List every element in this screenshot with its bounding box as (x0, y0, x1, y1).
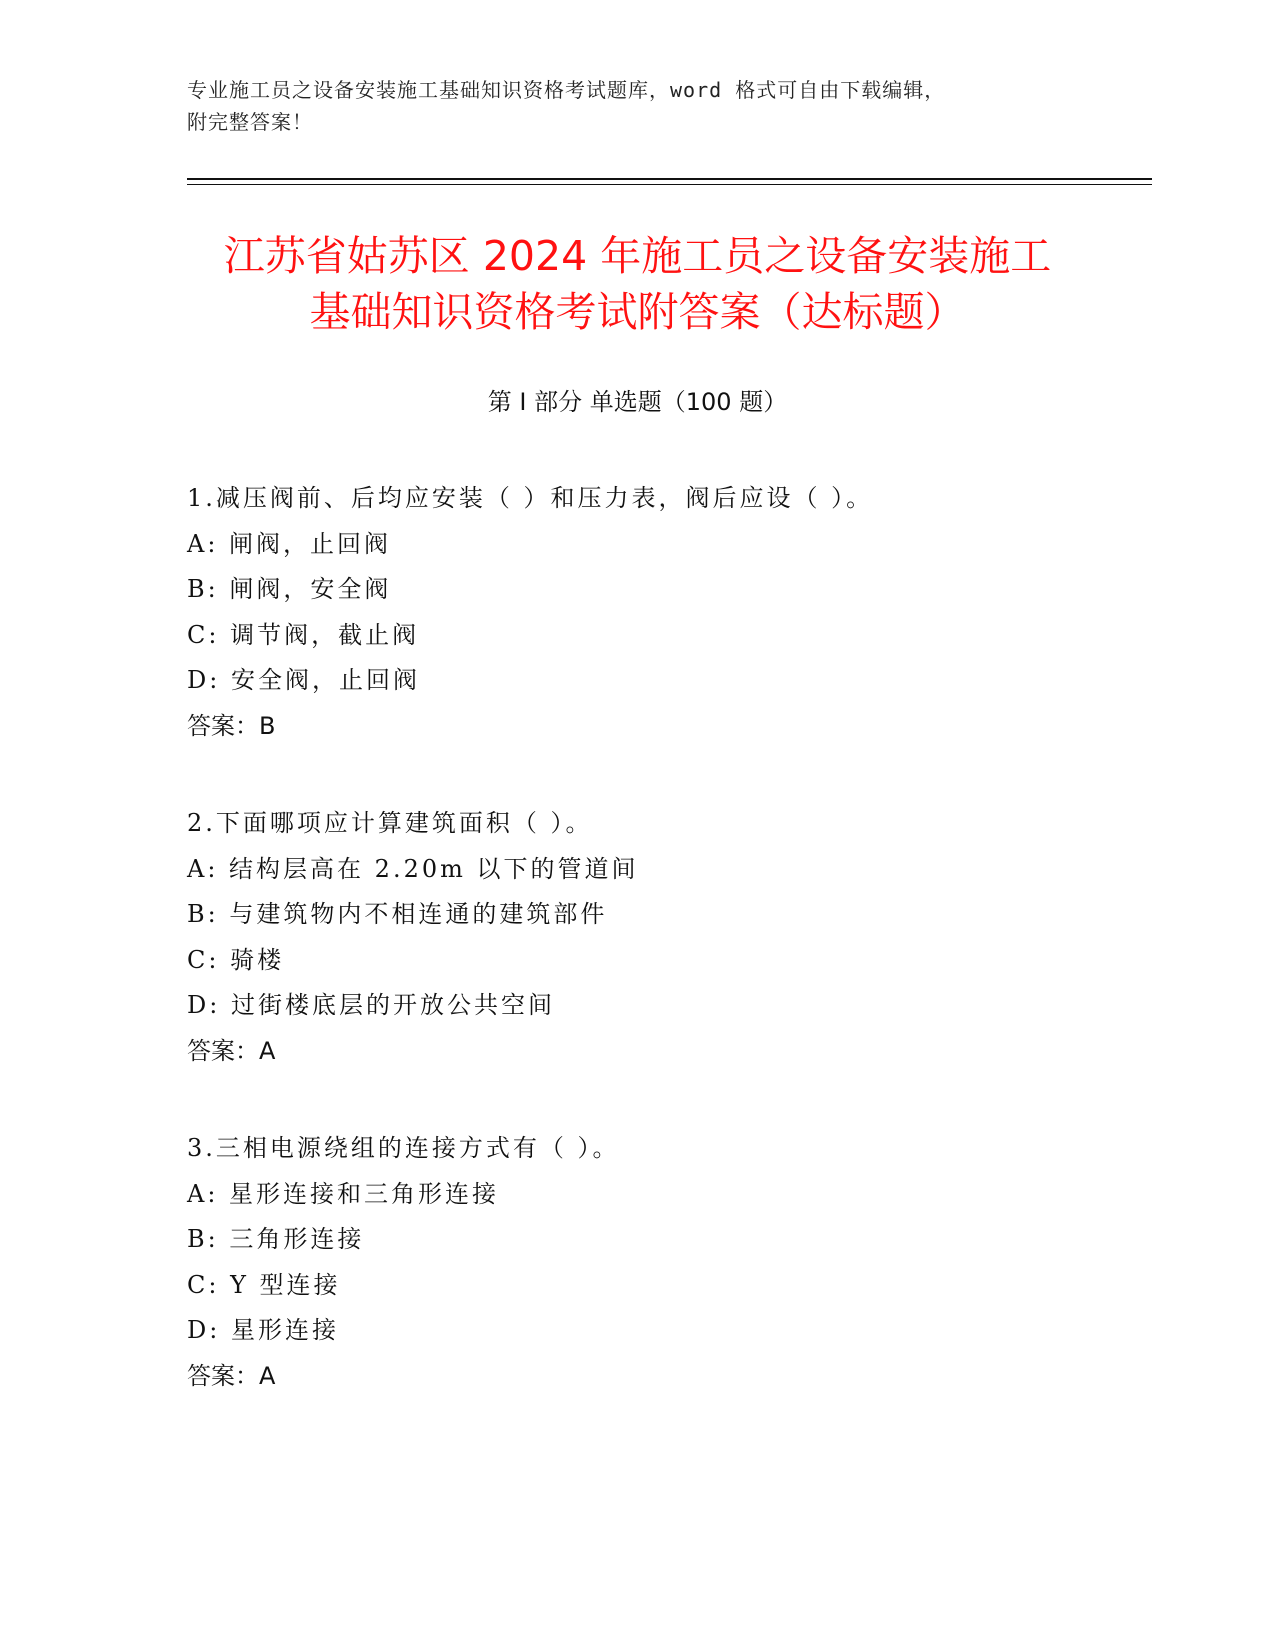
question-1 (187, 476, 1127, 749)
answer-line: 答案：A (187, 1036, 276, 1065)
question-3 (187, 1126, 1127, 1399)
option-a: A: 星形连接和三角形连接 (187, 1179, 500, 1208)
question-2 (187, 801, 1127, 1074)
option-b: B: 闸阀，安全阀 (187, 575, 392, 603)
option-a: A: 闸阀，止回阀 (187, 529, 392, 558)
option-b: B: 与建筑物内不相连通的建筑部件 (187, 900, 608, 928)
option-b: B: 三角形连接 (187, 1225, 365, 1253)
option-d: D: 安全阀，止回阀 (187, 666, 420, 694)
answer-line: 答案：A (187, 1361, 276, 1390)
intro-line-1: 专业施工员之设备安装施工基础知识资格考试题库，word 格式可自由下载编辑， (187, 78, 946, 102)
document-title (120, 228, 1155, 340)
option-a: A: 结构层高在 2.20m 以下的管道间 (187, 854, 639, 883)
answer-line: 答案：B (187, 711, 276, 740)
option-c: C: 调节阀，截止阀 (187, 620, 420, 649)
header-divider-thin (187, 184, 1152, 185)
option-d: D: 过街楼底层的开放公共空间 (187, 991, 555, 1019)
option-d: D: 星形连接 (187, 1316, 339, 1344)
question-stem: 3.三相电源绕组的连接方式有（ ）。 (187, 1134, 620, 1162)
title-line-2: 基础知识资格考试附答案（达标题） (309, 288, 966, 336)
section-heading: 第 I 部分 单选题（100 题） (487, 388, 788, 416)
question-list (187, 476, 1127, 1451)
header-divider-thick (187, 178, 1152, 180)
question-stem: 1.减压阀前、后均应安装（ ）和压力表，阀后应设（ ）。 (187, 484, 874, 512)
option-c: C: 骑楼 (187, 945, 285, 974)
title-line-1: 江苏省姑苏区 2024 年施工员之设备安装施工 (223, 232, 1052, 280)
option-c: C: Y 型连接 (187, 1270, 341, 1299)
intro-text (187, 74, 1087, 138)
question-stem: 2.下面哪项应计算建筑面积（ ）。 (187, 809, 593, 837)
intro-line-2: 附完整答案！ (187, 110, 313, 134)
